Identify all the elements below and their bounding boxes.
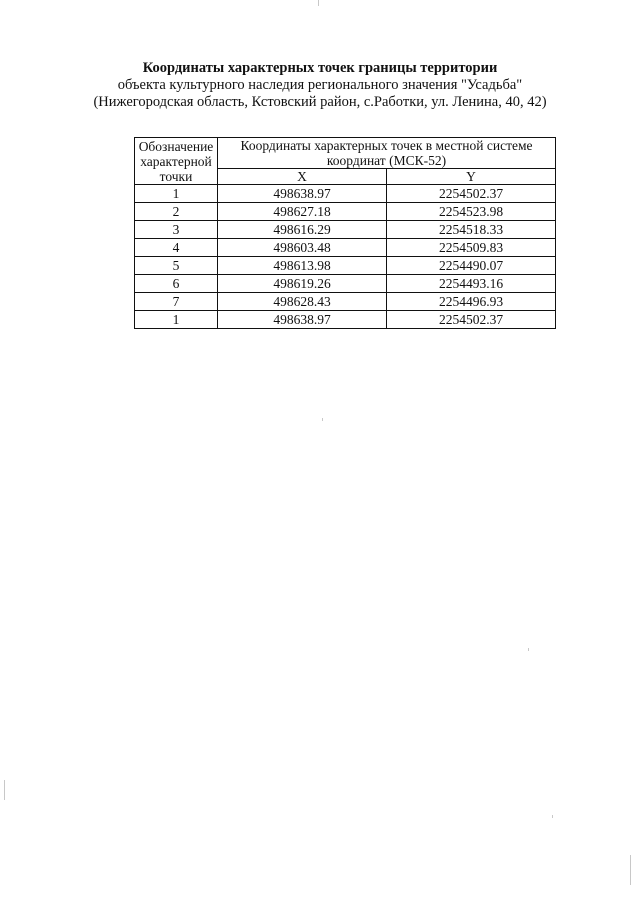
cell-x: 498613.98 [218, 257, 387, 275]
cell-x: 498616.29 [218, 221, 387, 239]
coordinates-table [134, 137, 556, 329]
table-row [135, 185, 556, 203]
table-row [135, 257, 556, 275]
table-row [135, 221, 556, 239]
document-heading [0, 60, 640, 111]
cell-y: 2254502.37 [387, 311, 556, 329]
header-coordinates: Координаты характерных точек в местной системе координат (МСК-52) [218, 138, 556, 169]
cell-point: 1 [135, 185, 218, 203]
table-row [135, 203, 556, 221]
cell-point: 3 [135, 221, 218, 239]
scan-speck [630, 855, 631, 885]
cell-y: 2254502.37 [387, 185, 556, 203]
cell-point: 1 [135, 311, 218, 329]
scan-speck [4, 780, 5, 800]
cell-point: 7 [135, 293, 218, 311]
header-x: X [218, 169, 387, 185]
cell-point: 4 [135, 239, 218, 257]
document-subtitle-line2: (Нижегородская область, Кстовский район, с.Работки, ул. Ленина, 40, 42) [93, 94, 547, 110]
document-title: Координаты характерных точек границы территории [142, 60, 498, 76]
table-row [135, 293, 556, 311]
cell-x: 498628.43 [218, 293, 387, 311]
table-row [135, 311, 556, 329]
table-row [135, 239, 556, 257]
scan-speck [528, 648, 529, 651]
scan-speck [318, 0, 319, 6]
cell-y: 2254496.93 [387, 293, 556, 311]
cell-point: 6 [135, 275, 218, 293]
cell-point: 2 [135, 203, 218, 221]
cell-x: 498627.18 [218, 203, 387, 221]
document-subtitle-line1: объекта культурного наследия регионального значения "Усадьба" [117, 77, 523, 93]
table-header-row [135, 138, 556, 169]
cell-y: 2254493.16 [387, 275, 556, 293]
scan-speck [552, 815, 553, 818]
cell-x: 498638.97 [218, 185, 387, 203]
cell-y: 2254490.07 [387, 257, 556, 275]
cell-x: 498603.48 [218, 239, 387, 257]
header-point-designation: Обозначение характерной точки [135, 138, 218, 185]
cell-y: 2254518.33 [387, 221, 556, 239]
cell-y: 2254523.98 [387, 203, 556, 221]
cell-x: 498619.26 [218, 275, 387, 293]
cell-point: 5 [135, 257, 218, 275]
scan-speck [322, 418, 323, 421]
header-y: Y [387, 169, 556, 185]
cell-y: 2254509.83 [387, 239, 556, 257]
table-row [135, 275, 556, 293]
cell-x: 498638.97 [218, 311, 387, 329]
